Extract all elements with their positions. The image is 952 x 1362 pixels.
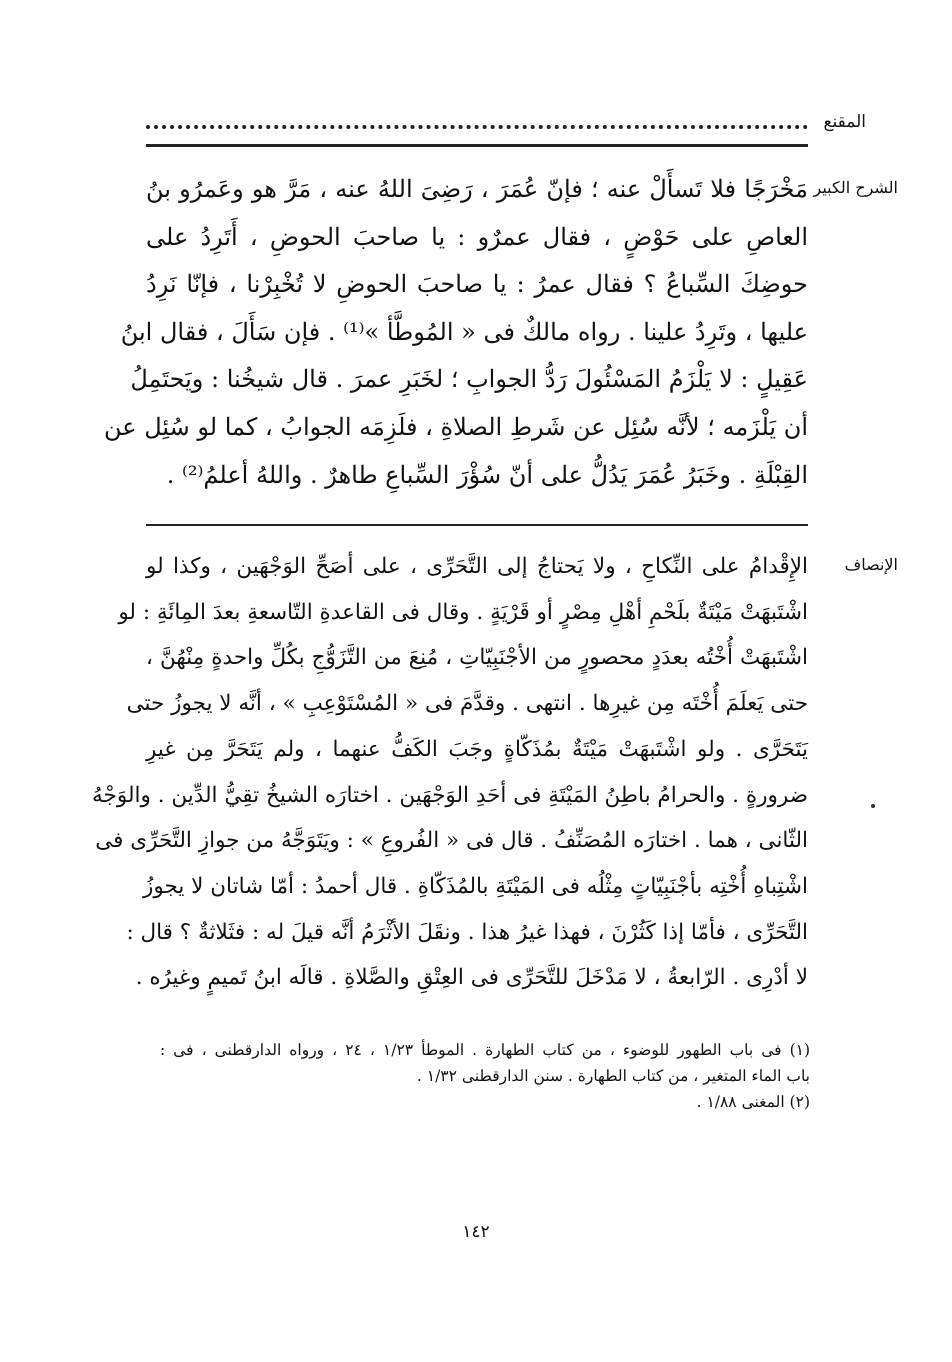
insaf-line-9: التَّحَرِّى ، فأمّا إذا كَثُرْنَ ، فهذا غيرُ هذا . ونقَلَ الأثْرَمُ أنَّه قيلَ له : فثَلاثةٌ ؟ قال : [126, 919, 808, 945]
insaf-text [92, 544, 808, 1001]
footnote-2: (٢) المغنى ١/٨٨ . [696, 1093, 810, 1111]
insaf-line-3: اشْتَبهَتْ أُخْتُه بعدَدٍ محصورٍ من الأجْنَبِيّاتِ ، مُنِعَ من التَّزَوُّجِ بكُلِّ واحدةٍ مِنْهُنَّ ، [146, 645, 808, 671]
sharh-text [104, 166, 808, 499]
footnote-1-line-1: (١) فى باب الطهور للوضوء ، من كتاب الطهارة . الموطأ ١/٢٣ ، ٢٤ ، ورواه الدارقطنى ، فى : [160, 1041, 811, 1059]
header-rule [146, 144, 808, 147]
footnotes [160, 1037, 810, 1115]
margin-label-sharh: الشرح الكبير [813, 178, 898, 197]
dotted-leader [146, 125, 808, 129]
insaf-line-4: حتى يَعلَمَ أُخْتَه مِن غيرِها . انتهى . وقدَّمَ فى « المُسْتَوْعِبِ » ، أنَّه لا يجوزُ حتى [126, 691, 808, 717]
print-speck [871, 804, 875, 808]
sharh-line-5: عَقِيلٍ : لا يَلْزَمُ المَسْئُولَ رَدُّ الجوابِ ؛ لخَبَرِ عمرَ . قال شيخُنا : ويَحتَمِلُ [130, 365, 808, 394]
sharh-line-2: العاصِ على حَوْضٍ ، فقال عمرٌو : يا صاحبَ الحوضِ ، أَتَرِدُ على [146, 222, 808, 251]
sharh-line-3: حوضِكَ السِّباعُ ؟ فقال عمرُ : يا صاحبَ الحوضِ لا تُخْبِرْنا ، فإنّا نَرِدُ [146, 270, 808, 299]
sharh-line-7: القِبْلَةِ . وخَبَرُ عُمَرَ يَدُلُّ على أنّ سُؤْرَ السِّباعِ طاهرٌ . واللهُ أعلمُ⁽²⁾ . [166, 460, 808, 489]
sharh-line-6: أن يَلْزَمه ؛ لأنَّه سُئِل عن شَرطِ الصلاةِ ، فلَزِمَه الجوابُ ، كما لو سُئِل عن [104, 412, 808, 441]
sharh-line-1: مَخْرَجًا فلا تَسأَلْ عنه ؛ فإنّ عُمَرَ ، رَضِىَ اللهُ عنه ، مَرَّ هو وعَمرُو بنُ [146, 175, 808, 203]
insaf-line-8: اشْتِباهِ أُخْتِه بأجْنَبِيّاتٍ مِثْلُه فى المَيْتَةِ بالمُذَكّاةِ . قال أحمدُ : أمّا شاتان لا يجوزُ [142, 873, 808, 899]
running-title: المقنع [823, 112, 866, 132]
insaf-line-10: لا أدْرِى . الرّابعةُ ، لا مَدْخَلَ للتَّحَرِّى فى العِتْقِ والصَّلاةِ . قالَه ابنُ تَميمٍ وغيرُه . [135, 965, 808, 991]
insaf-line-7: الثّانى ، هما . اختارَه المُصَنِّفُ . قال فى « الفُروعِ » : ويَتَوَجَّهُ من جوازِ التَّحَرِّى فى [95, 828, 808, 854]
insaf-line-2: اشْتَبهَتْ مَيْتَةٌ بلَحْمِ أهْلِ مِصْرٍ أو قَرْيَةٍ . وقال فى القاعدةِ التّاسعةِ بعدَ المِائَةِ : لو [118, 599, 808, 625]
footnote-1-line-2: باب الماء المتغير ، من كتاب الطهارة . سنن الدارقطنى ١/٣٢ . [416, 1067, 810, 1085]
insaf-line-6: ضرورةٍ . والحرامُ باطِنُ المَيْتَةِ فى أحَدِ الوَجْهَين . اختارَه الشيخُ تقِيُّ الدِّين . والوَجْهُ [92, 782, 808, 808]
page-number: ١٤٢ [462, 1222, 490, 1242]
sharh-line-4: عليها ، وتَرِدُ علينا . رواه مالكٌ فى « المُوطَّأ »⁽¹⁾ . فإن سَأَلَ ، فقال ابنُ [120, 317, 808, 346]
section-divider [146, 524, 808, 526]
insaf-line-1: الإِقْدامُ على النِّكاحِ ، ولا يَحتاجُ إلى التَّحَرِّى ، على أصَحِّ الوَجْهَين ، وكذا لو [146, 554, 808, 579]
insaf-line-5: يَتَحَرَّى . ولو اشْتَبهَتْ مَيْتَةٌ بمُذَكّاةٍ وجَبَ الكَفُّ عنهما ، ولم يَتَحَرَّ مِن غيرِ [146, 736, 808, 762]
margin-label-insaf: الإنصاف [844, 555, 898, 574]
